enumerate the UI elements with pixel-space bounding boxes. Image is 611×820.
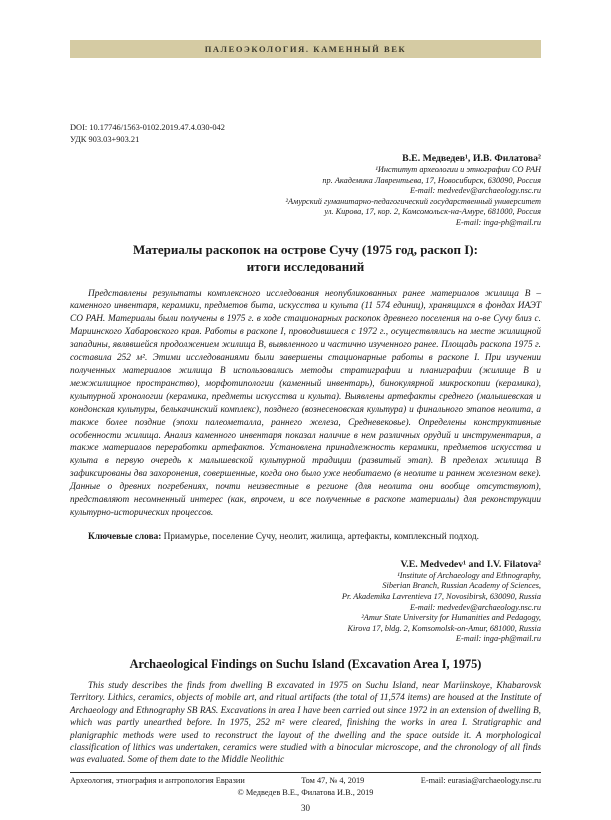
authors-block-ru <box>70 152 541 229</box>
affiliation-ru-line: ул. Кирова, 17, кор. 2, Комсомольск-на-Амуре, 681000, Россия <box>324 207 541 217</box>
author-email-ru: E-mail: inga-ph@mail.ru <box>455 217 541 227</box>
author-email-en: E-mail: inga-ph@mail.ru <box>455 634 541 644</box>
article-title-ru-line2: итоги исследований <box>246 258 365 274</box>
affiliation-ru-line: пр. Академика Лаврентьева, 17, Новосибирск, 630090, Россия <box>322 175 541 185</box>
affiliation-en-line: Siberian Branch, Russian Academy of Sciences, <box>382 581 541 591</box>
affiliation-en-line: Pr. Akademika Lavrentieva 17, Novosibirsk, 630090, Russia <box>341 592 541 602</box>
doi-line: DOI: 10.17746/1563-0102.2019.47.4.030-042 <box>70 123 225 132</box>
article-title-ru <box>70 241 541 275</box>
udk-line: УДК 903.03+903.21 <box>70 135 140 144</box>
abstract-en: This study describes the finds from dwelling B excavated in 1975 on Suchu Island, near Mariinskoye, Khabarovsk Territory. Lithics, ceramics, objects of mobile art, and ritual artifacts (the total of 11,574 items) are housed at the Institute of Archaeology and Ethnography SB RAS. Excavations in area I have been carried out since 1972 in an extension of dwelling B, which was partly unearthed before. In 1975, 252 m² were cleared, finishing the works in area I. Stratigraphic and planigraphic methods were used to reconstruct the layout of the dwelling and the space outside it. A morphological classification of lithics was undertaken, ceramics were studied with a binocular microscope, and the chronology of all finds was evaluated. Some of them date to the Middle Neolithic <box>70 681 541 766</box>
keywords-label: Ключевые слова: <box>88 531 162 542</box>
author-email-en: E-mail: medvedev@archaeology.nsc.ru <box>409 602 541 612</box>
footer-volume: Том 47, № 4, 2019 <box>301 776 365 785</box>
abstract-ru: Представлены результаты комплексного исследования неопубликованных ранее материалов жилища В – каменного инвентаря, керамики, предметов быта, искусства и культа (11 574 единиц), хранящихся в фондах ИАЭТ СО РАН. Материалы были получены в 1975 г. в ходе стационарных раскопок древнего поселения на о-ве Сучу близ с. Мариинского Хабаровского края. Работы в раскопе I, проводившиеся с 1972 г., осуществлялись на месте жилищной западины, являвшейся продолжением жилища В, выявленного и частично изученного ранее. Площадь раскопа 1975 г. составила 252 м². Этими исследованиями были завершены стационарные работы в раскопе I. При изучении полученных материалов жилища В использовались методы стратиграфии и планиграфии (жилище В и межжилищное пространство), морфотипологии (каменный инвентарь), бинокулярной микроскопии (керамика), культурной хронологии (керамика, предметы искусства и культа). Выявлены артефакты среднего (малышевская и кондонская культуры, белькачинский комплекс), позднего (вознесеновская культура) и финального этапов неолита, а также более поздние (эпохи палеометалла, раннего железа, Средневековье). Определены конструктивные особенности жилища. Анализ каменного инвентаря показал наличие в нем различных орудий и инструментария, а также материалов переработки артефактов. Установлена принадлежность керамики, предметов искусства и культа в первую очередь к малышевской культурной традиции (развитый этап). В пределах жилища В зафиксированы два захоронения, совершенные, когда оно было уже необитаемо (в неолите и раннем железном веке). Данные о древних погребениях, почти неизвестные в регионе (для неолита они вообще отсутствуют), представляют несомненный интерес (как, впрочем, и все полученные в раскопе материалы) для реконструкции культурно-исторических процессов. <box>70 288 541 518</box>
affiliation-en-line: ²Amur State University for Humanities and Pedagogy, <box>361 613 541 623</box>
article-title-en: Archaeological Findings on Suchu Island (Excavation Area I, 1975) <box>129 657 482 672</box>
author-names-ru: В.Е. Медведев¹, И.В. Филатова² <box>402 153 541 164</box>
article-meta <box>70 122 541 146</box>
keywords-line <box>70 531 541 544</box>
affiliation-en-line: Kirova 17, bldg. 2, Komsomolsk-on-Amur, 681000, Russia <box>347 623 541 633</box>
affiliation-ru-line: ¹Институт археологии и этнографии СО РАН <box>375 165 541 174</box>
footer-email: E-mail: eurasia@archaeology.nsc.ru <box>420 776 541 785</box>
footer-copyright: © Медведев В.Е., Филатова И.В., 2019 <box>237 788 374 797</box>
author-names-en: V.E. Medvedev¹ and I.V. Filatova² <box>400 558 541 570</box>
footer-journal-name: Археология, этнография и антропология Евразии <box>70 776 245 785</box>
affiliation-ru-line: ²Амурский гуманитарно-педагогический государственный университет <box>285 196 541 206</box>
rubric-title: ПАЛЕОЭКОЛОГИЯ. КАМЕННЫЙ ВЕК <box>204 44 407 54</box>
authors-block-en <box>70 558 541 645</box>
footer-journal-line <box>70 776 541 786</box>
affiliation-en-line: ¹Institute of Archaeology and Ethnography, <box>397 570 541 580</box>
keywords-text: Приамурье, поселение Сучу, неолит, жилища, артефакты, комплексный подход. <box>161 531 479 542</box>
page-footer <box>70 772 541 798</box>
page-number: 30 <box>301 803 310 813</box>
rubric-header-bar <box>70 40 541 58</box>
article-title-ru-line1: Материалы раскопок на острове Сучу (1975 год, раскоп I): <box>133 241 478 257</box>
author-email-ru: E-mail: medvedev@archaeology.nsc.ru <box>409 186 541 196</box>
